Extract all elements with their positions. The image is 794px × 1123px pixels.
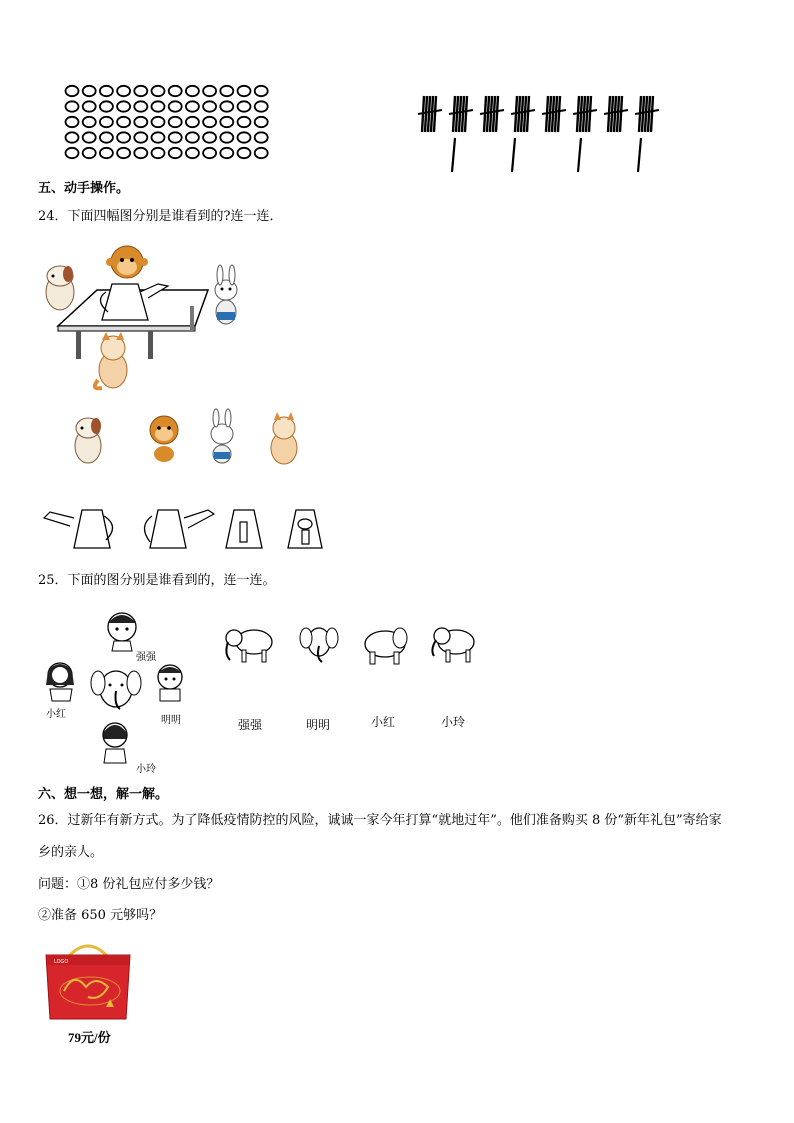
oval-mark <box>255 148 268 158</box>
oval-mark <box>220 132 233 142</box>
rabbit-icon <box>211 409 233 463</box>
oval-mark <box>169 148 182 158</box>
oval-mark <box>169 101 182 111</box>
oval-mark <box>134 86 147 96</box>
kid-right-icon <box>158 665 182 701</box>
oval-mark <box>152 117 165 127</box>
oval-mark <box>152 148 165 158</box>
monkey-icon <box>106 246 148 278</box>
single-stick <box>452 138 455 172</box>
oval-mark <box>100 117 113 127</box>
gift-price: 79元/份 <box>68 1030 111 1045</box>
label-mingming: 明明 <box>161 715 181 726</box>
monkey-icon <box>150 416 178 462</box>
cat-icon <box>271 412 297 464</box>
oval-mark <box>186 101 199 111</box>
oval-mark <box>100 132 113 142</box>
oval-mark <box>152 86 165 96</box>
oval-grid <box>60 80 280 170</box>
oval-mark <box>134 101 147 111</box>
oval-mark <box>238 117 251 127</box>
kettle-left-view <box>44 510 113 548</box>
label-xiaoling: 小玲 <box>136 764 156 775</box>
kid-left-icon <box>46 663 74 701</box>
oval-mark <box>220 148 233 158</box>
oval-mark <box>117 86 130 96</box>
single-stick <box>638 138 641 172</box>
oval-mark <box>66 101 79 111</box>
cat-icon <box>95 332 127 388</box>
dog-icon <box>75 418 101 463</box>
elephant-side-left-icon <box>226 630 272 662</box>
oval-mark <box>255 86 268 96</box>
oval-mark <box>66 148 79 158</box>
kettle-right-view <box>144 510 214 548</box>
elephant-side-right-icon <box>432 628 474 662</box>
oval-mark <box>83 132 96 142</box>
oval-mark <box>203 101 216 111</box>
kettle-back-view <box>288 510 322 548</box>
kid-bottom-icon <box>103 723 127 763</box>
oval-mark <box>203 86 216 96</box>
gift-box-logo: LOGO <box>54 959 69 965</box>
oval-mark <box>169 132 182 142</box>
stick-bundle <box>635 96 659 132</box>
oval-mark <box>152 101 165 111</box>
dog-icon <box>46 266 74 310</box>
question-26-sub2: ②准备 650 元够吗？ <box>38 908 163 923</box>
oval-mark <box>83 86 96 96</box>
oval-mark <box>100 148 113 158</box>
stick-bundle <box>480 96 504 132</box>
elephant-front-icon <box>91 671 141 709</box>
oval-mark <box>203 148 216 158</box>
question-25-text: 25．下面的图分别是谁看到的，连一连。 <box>38 573 276 588</box>
kid-top-icon <box>108 613 136 651</box>
oval-mark <box>203 132 216 142</box>
gift-box-icon <box>40 935 140 1025</box>
kettle-front-view <box>226 510 262 548</box>
stick-bundle <box>418 96 442 132</box>
oval-mark <box>238 148 251 158</box>
q24-views-row <box>40 500 340 555</box>
oval-mark <box>66 132 79 142</box>
name-mingming: 明明 <box>306 718 331 732</box>
section-heading-5: 五、动手操作。 <box>38 181 130 196</box>
oval-mark <box>186 117 199 127</box>
question-26-sub1: 问题：①8 份礼包应付多少钱？ <box>38 877 220 892</box>
oval-mark <box>186 86 199 96</box>
oval-mark <box>66 117 79 127</box>
oval-mark <box>255 117 268 127</box>
stick-bundles <box>410 90 680 180</box>
oval-mark <box>186 148 199 158</box>
name-qiangqiang: 强强 <box>238 718 263 732</box>
oval-mark <box>134 148 147 158</box>
label-qiangqiang: 强强 <box>136 652 156 663</box>
stick-bundle <box>449 96 473 132</box>
q25-elephant-views <box>220 620 490 670</box>
single-stick <box>578 138 581 172</box>
stick-bundle <box>511 96 535 132</box>
oval-mark <box>100 101 113 111</box>
elephant-front-icon <box>300 628 338 662</box>
q25-scene <box>40 605 200 775</box>
question-26-line1: 26．过新年有新方式。为了降低疫情防控的风险，诚诚一家今年打算“就地过年”。他们准备购买 8 份“新年礼包”寄给家 <box>38 813 722 828</box>
name-xiaoling: 小玲 <box>441 715 466 729</box>
rabbit-icon <box>215 265 237 324</box>
oval-mark <box>117 117 130 127</box>
oval-mark <box>169 117 182 127</box>
oval-mark <box>117 132 130 142</box>
oval-mark <box>66 86 79 96</box>
oval-mark <box>220 101 233 111</box>
oval-mark <box>169 86 182 96</box>
stick-bundle <box>542 96 566 132</box>
oval-mark <box>255 132 268 142</box>
question-24-text: 24．下面四幅图分别是谁看到的?连一连． <box>38 209 283 224</box>
oval-mark <box>255 101 268 111</box>
oval-mark <box>83 148 96 158</box>
oval-mark <box>83 117 96 127</box>
oval-mark <box>100 86 113 96</box>
oval-mark <box>186 132 199 142</box>
oval-mark <box>152 132 165 142</box>
oval-mark <box>220 117 233 127</box>
oval-mark <box>238 132 251 142</box>
section-heading-6: 六、想一想，解一解。 <box>38 787 169 802</box>
q24-animals-row <box>70 408 310 468</box>
oval-mark <box>134 117 147 127</box>
oval-mark <box>220 86 233 96</box>
elephant-back-icon <box>365 628 407 664</box>
oval-mark <box>134 132 147 142</box>
oval-mark <box>238 101 251 111</box>
q24-scene <box>40 240 260 395</box>
oval-mark <box>83 101 96 111</box>
question-26-line2: 乡的亲人。 <box>38 845 104 860</box>
oval-mark <box>117 101 130 111</box>
stick-bundle <box>573 96 597 132</box>
oval-mark <box>117 148 130 158</box>
oval-mark <box>203 117 216 127</box>
single-stick <box>512 138 515 172</box>
oval-mark <box>238 86 251 96</box>
name-xiaohong: 小红 <box>371 715 396 729</box>
stick-bundle <box>604 96 628 132</box>
label-xiaohong: 小红 <box>46 709 66 720</box>
